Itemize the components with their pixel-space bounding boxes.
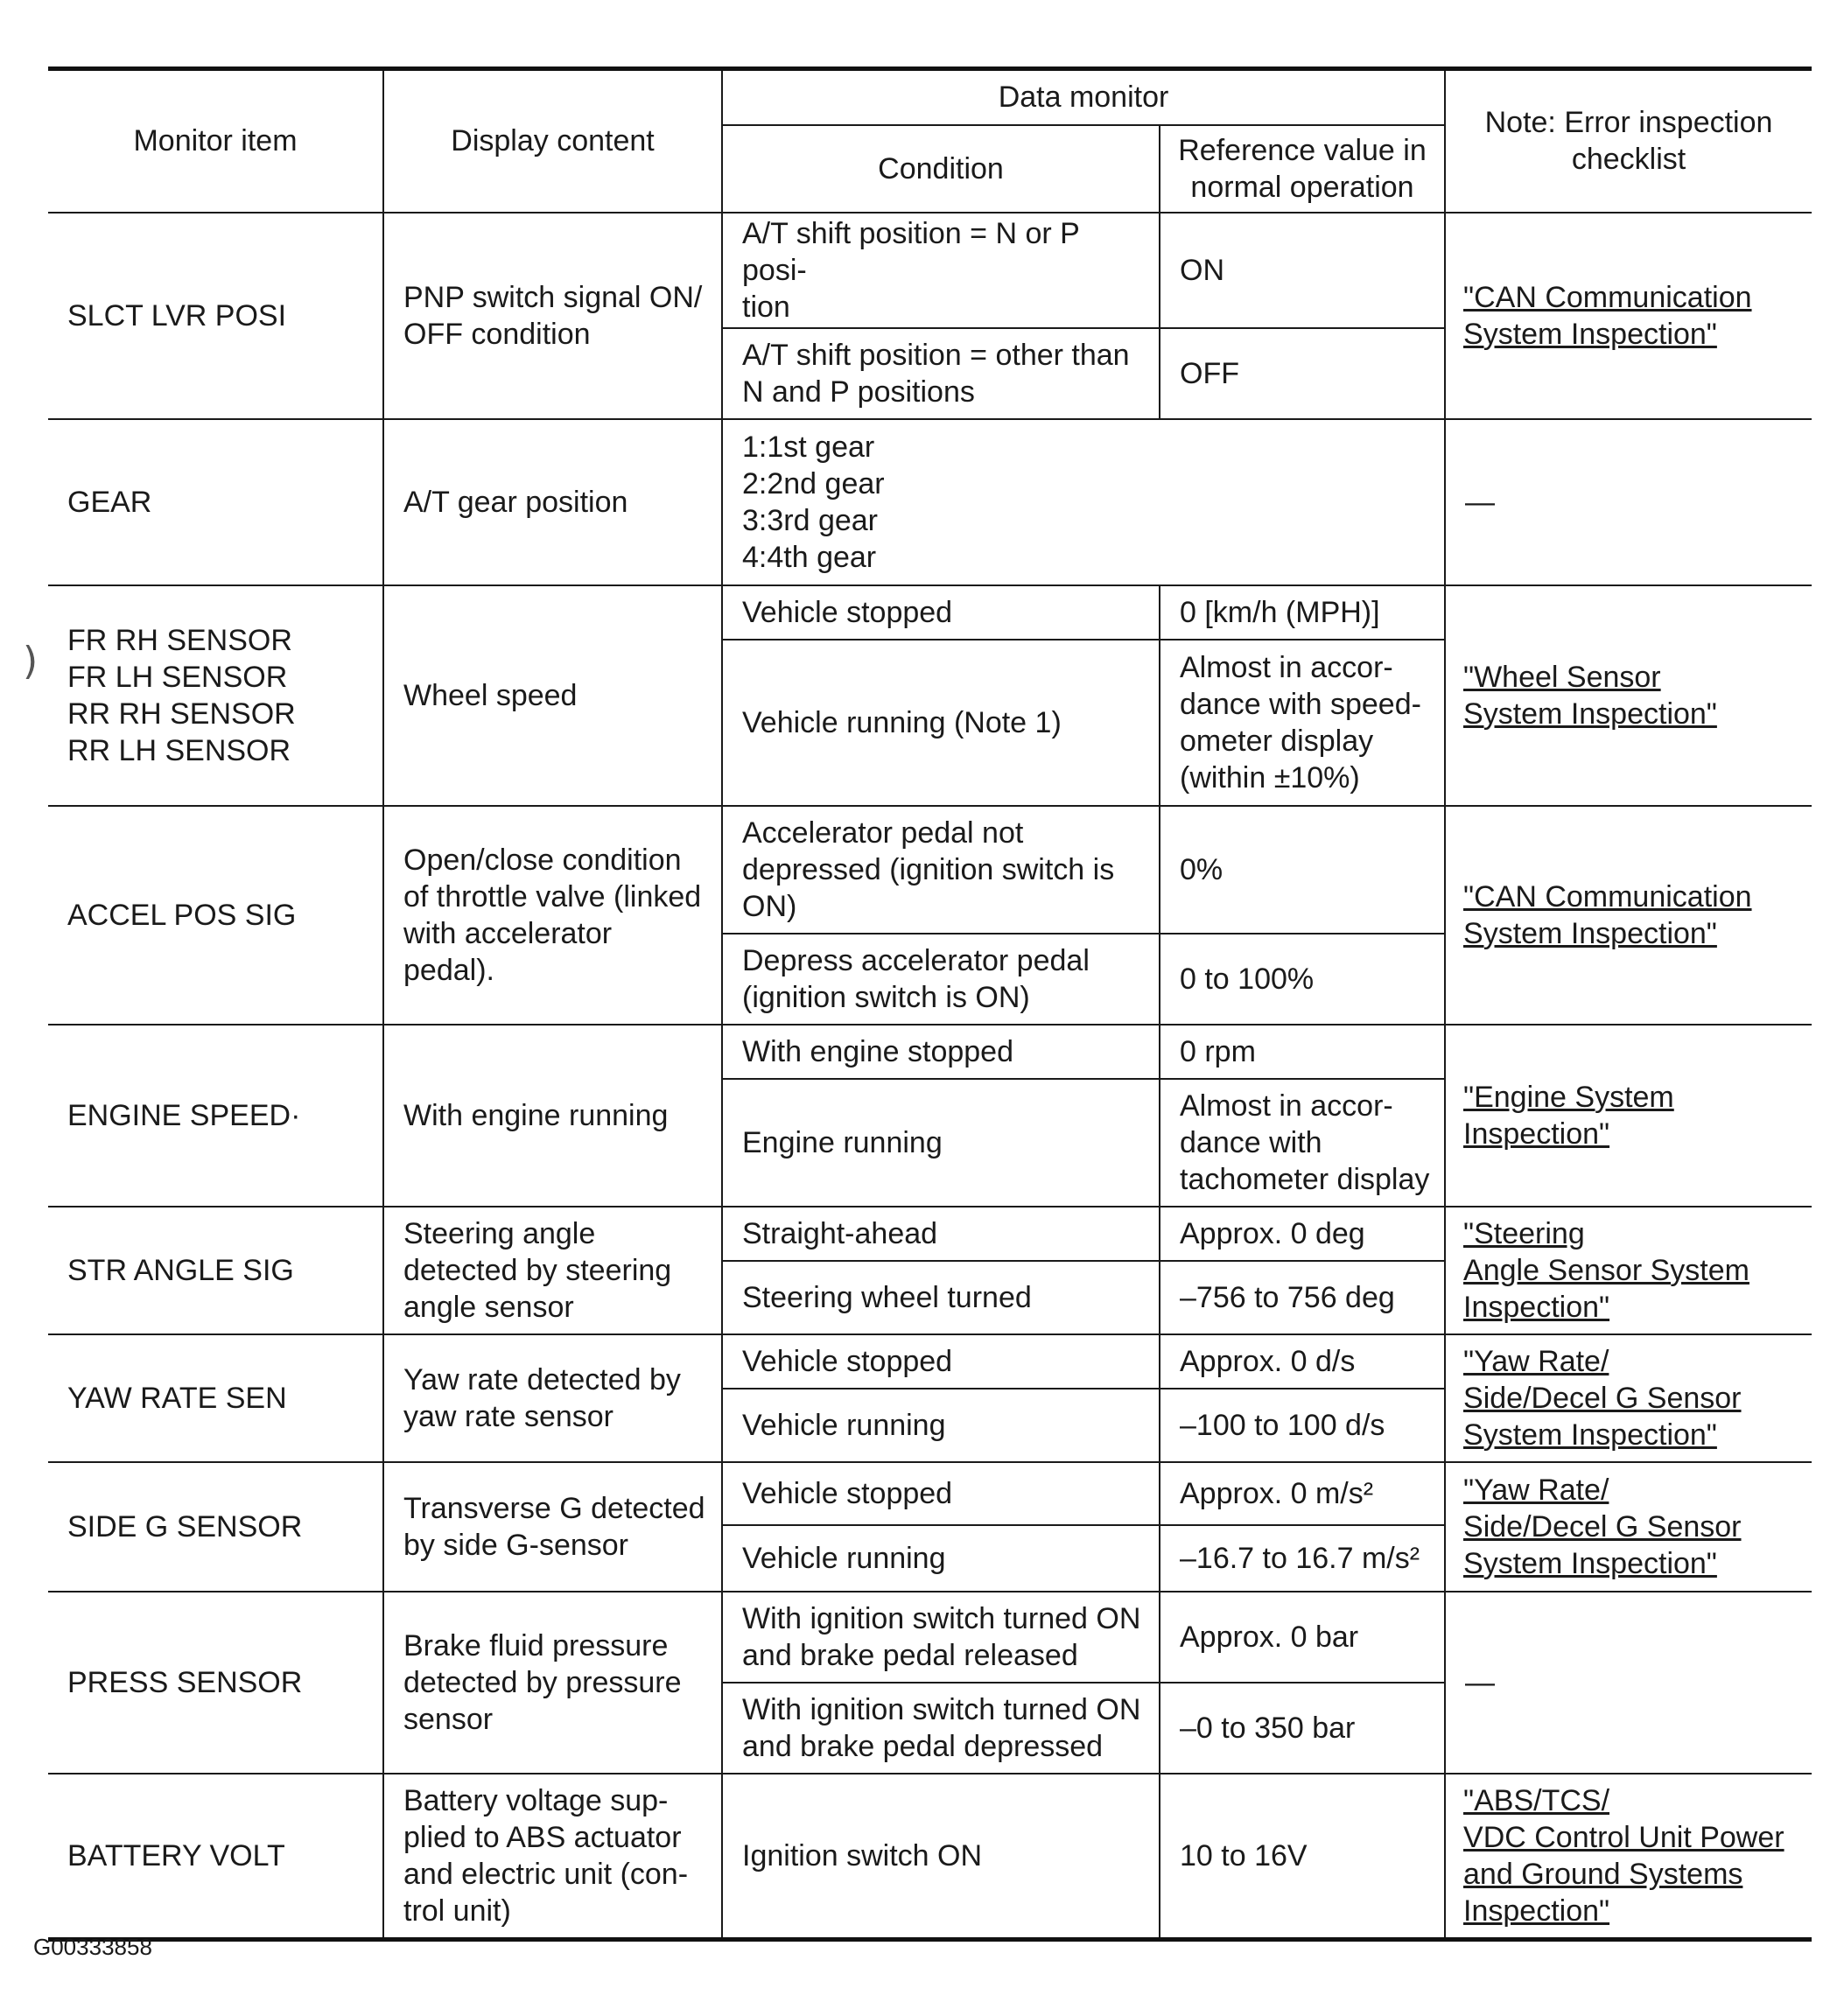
display-content: Yaw rate detected by yaw rate sensor: [383, 1334, 722, 1462]
condition-cell: Vehicle running: [722, 1525, 1160, 1592]
header-condition: Condition: [722, 125, 1160, 213]
reference-value-cell: 0 rpm: [1160, 1025, 1445, 1079]
table-row: [48, 806, 1812, 934]
reference-value-cell: –0 to 350 bar: [1160, 1683, 1445, 1774]
note-cell: —: [1445, 1592, 1812, 1774]
monitor-item: SIDE G SENSOR: [48, 1462, 383, 1592]
condition-cell: With ignition switch turned ON and brake pedal released: [722, 1592, 1160, 1683]
display-content: PNP switch signal ON/ OFF condition: [383, 213, 722, 419]
table-row: [48, 1592, 1812, 1683]
condition-cell: Accelerator pedal not depressed (ignition switch is ON): [722, 806, 1160, 934]
monitor-item: ACCEL POS SIG: [48, 806, 383, 1025]
reference-value-cell: Approx. 0 d/s: [1160, 1334, 1445, 1389]
inspection-link[interactable]: "Yaw Rate/ Side/Decel G Sensor System Inspection": [1463, 1473, 1742, 1580]
condition-cell: Depress accelerator pedal (ignition switch is ON): [722, 934, 1160, 1025]
condition-cell: Vehicle stopped: [722, 1334, 1160, 1389]
note-cell: [1445, 1025, 1812, 1207]
monitor-item: YAW RATE SEN: [48, 1334, 383, 1462]
condition-cell: Ignition switch ON: [722, 1774, 1160, 1940]
note-cell: [1445, 1774, 1812, 1940]
condition-cell: With ignition switch turned ON and brake pedal depressed: [722, 1683, 1160, 1774]
display-content: With engine running: [383, 1025, 722, 1207]
condition-cell: Engine running: [722, 1079, 1160, 1207]
margin-mark: ): [23, 639, 39, 683]
monitor-table: [48, 66, 1812, 1942]
table-row: [48, 1462, 1812, 1525]
reference-value-cell: –16.7 to 16.7 m/s²: [1160, 1525, 1445, 1592]
figure-id: G00333858: [33, 1934, 152, 1960]
monitor-item: SLCT LVR POSI: [48, 213, 383, 419]
display-content: A/T gear position: [383, 419, 722, 585]
note-cell: [1445, 213, 1812, 419]
display-content: Battery voltage sup- plied to ABS actuator and electric unit (con- trol unit): [383, 1774, 722, 1940]
reference-value-cell: Approx. 0 deg: [1160, 1207, 1445, 1261]
reference-value-cell: –756 to 756 deg: [1160, 1261, 1445, 1334]
table-row: [48, 1207, 1812, 1261]
inspection-link[interactable]: "Engine System Inspection": [1463, 1080, 1674, 1151]
table-row: [48, 1025, 1812, 1079]
display-content: Steering angle detected by steering angle sensor: [383, 1207, 722, 1334]
inspection-link[interactable]: "CAN Communication System Inspection": [1463, 879, 1752, 950]
inspection-link[interactable]: "Steering Angle Sensor System Inspection": [1463, 1216, 1749, 1324]
reference-value-cell: –100 to 100 d/s: [1160, 1389, 1445, 1462]
reference-value-cell: ON: [1160, 213, 1445, 328]
reference-value-cell: Almost in accor- dance with speed- ometer display (within ±10%): [1160, 640, 1445, 806]
header-monitor-item: Monitor item: [48, 69, 383, 213]
monitor-item: PRESS SENSOR: [48, 1592, 383, 1774]
display-content: Wheel speed: [383, 585, 722, 806]
condition-cell: Straight-ahead: [722, 1207, 1160, 1261]
condition-cell: Vehicle stopped: [722, 585, 1160, 640]
condition-cell: Vehicle running (Note 1): [722, 640, 1160, 806]
header-reference-value: Reference value in normal operation: [1160, 125, 1445, 213]
reference-value-cell: Almost in accor- dance with tachometer display: [1160, 1079, 1445, 1207]
table-row: [48, 1334, 1812, 1389]
reference-value-cell: OFF: [1160, 328, 1445, 419]
condition-cell: With engine stopped: [722, 1025, 1160, 1079]
condition-cell: 1:1st gear 2:2nd gear 3:3rd gear 4:4th gear: [722, 419, 1445, 585]
note-cell: [1445, 585, 1812, 806]
monitor-item: BATTERY VOLT: [48, 1774, 383, 1940]
monitor-item: FR RH SENSOR FR LH SENSOR RR RH SENSOR RR LH SENSOR: [48, 585, 383, 806]
table-row: [48, 1774, 1812, 1940]
note-cell: [1445, 1334, 1812, 1462]
header-note: Note: Error inspection checklist: [1445, 69, 1812, 213]
header-data-monitor: Data monitor: [722, 69, 1445, 125]
inspection-link[interactable]: "Wheel Sensor System Inspection": [1463, 660, 1717, 731]
reference-value-cell: Approx. 0 bar: [1160, 1592, 1445, 1683]
table-row: [48, 419, 1812, 585]
reference-value-cell: 0%: [1160, 806, 1445, 934]
header-display-content: Display content: [383, 69, 722, 213]
display-content: Transverse G detected by side G-sensor: [383, 1462, 722, 1592]
monitor-item: GEAR: [48, 419, 383, 585]
note-cell: [1445, 1207, 1812, 1334]
condition-cell: Vehicle stopped: [722, 1462, 1160, 1525]
monitor-item: STR ANGLE SIG: [48, 1207, 383, 1334]
note-cell: —: [1445, 419, 1812, 585]
inspection-link[interactable]: "ABS/TCS/ VDC Control Unit Power and Ground Systems Inspection": [1463, 1783, 1784, 1928]
reference-value-cell: Approx. 0 m/s²: [1160, 1462, 1445, 1525]
monitor-item: ENGINE SPEED·: [48, 1025, 383, 1207]
note-cell: [1445, 806, 1812, 1025]
reference-value-cell: 0 [km/h (MPH)]: [1160, 585, 1445, 640]
table-row: [48, 213, 1812, 328]
display-content: Brake fluid pressure detected by pressure sensor: [383, 1592, 722, 1774]
display-content: Open/close condition of throttle valve (linked with accelerator pedal).: [383, 806, 722, 1025]
condition-cell: A/T shift position = N or P posi- tion: [722, 213, 1160, 328]
condition-cell: Steering wheel turned: [722, 1261, 1160, 1334]
table-row: [48, 585, 1812, 640]
inspection-link[interactable]: "CAN Communication System Inspection": [1463, 280, 1752, 351]
condition-cell: Vehicle running: [722, 1389, 1160, 1462]
note-cell: [1445, 1462, 1812, 1592]
condition-cell: A/T shift position = other than N and P positions: [722, 328, 1160, 419]
reference-value-cell: 0 to 100%: [1160, 934, 1445, 1025]
inspection-link[interactable]: "Yaw Rate/ Side/Decel G Sensor System Inspection": [1463, 1344, 1742, 1452]
reference-value-cell: 10 to 16V: [1160, 1774, 1445, 1940]
